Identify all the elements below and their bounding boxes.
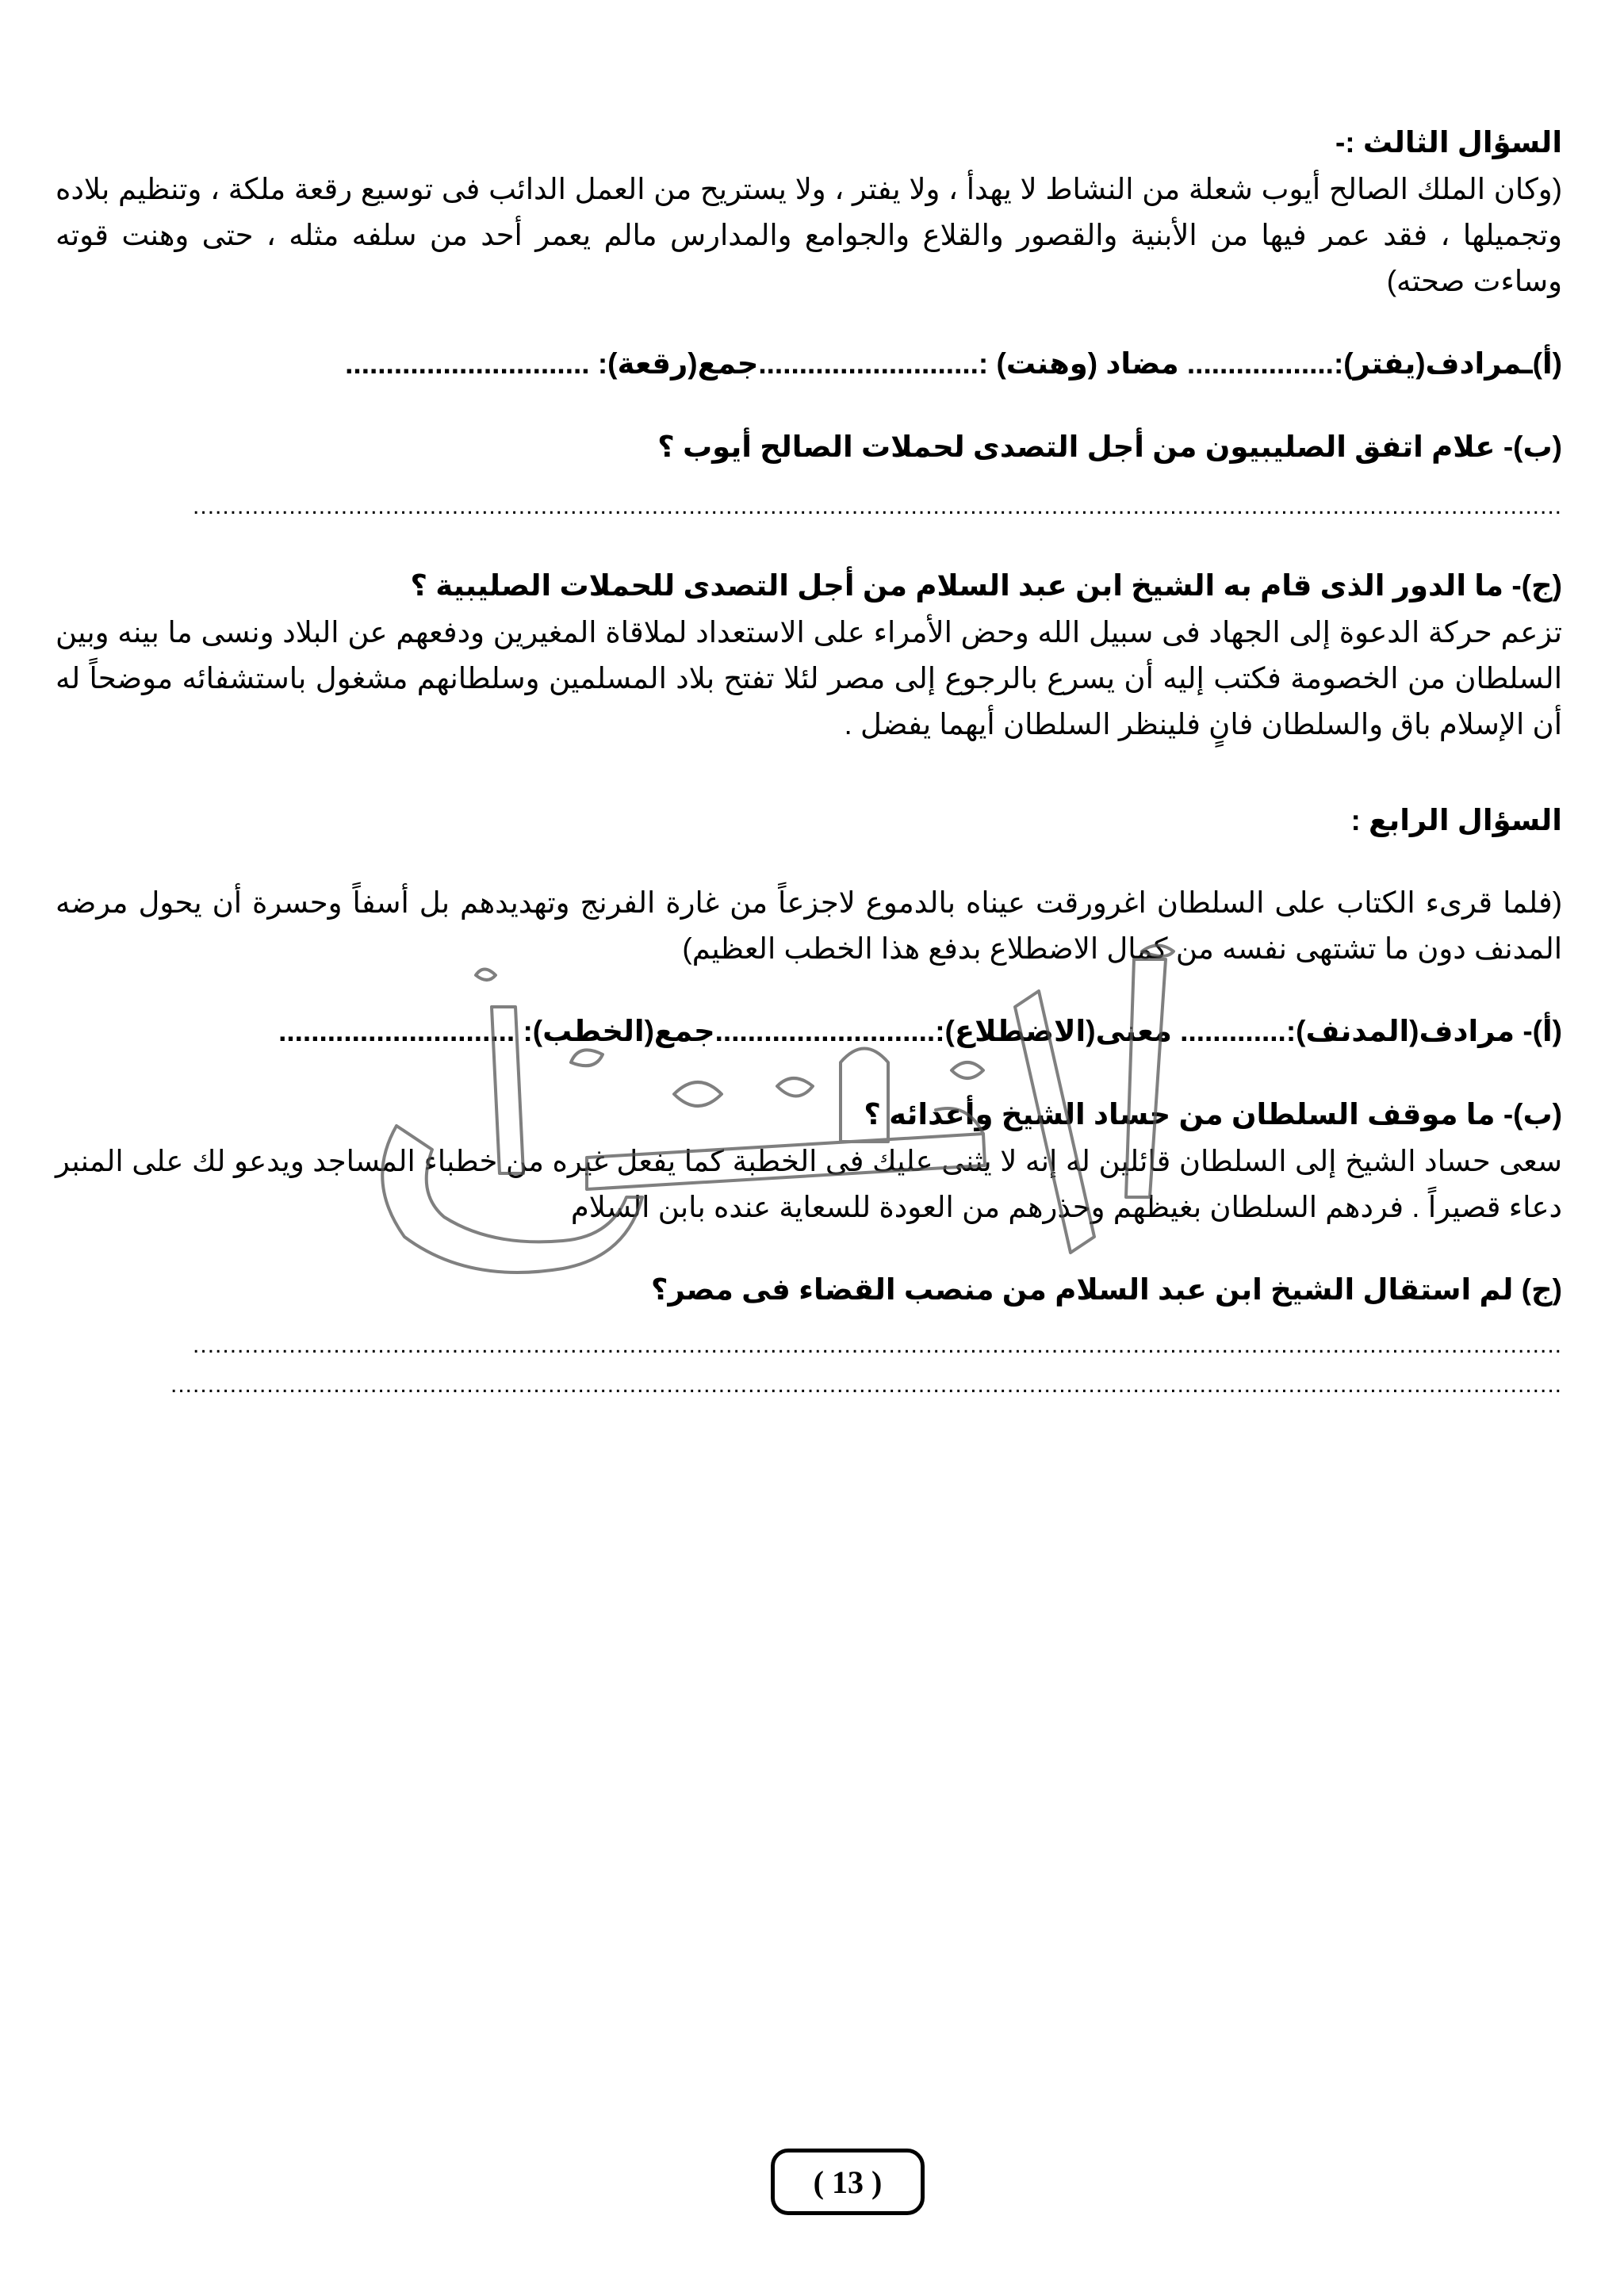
q4-part-c-answer-line-2: ............................................................................................................................................................................................ bbox=[170, 1372, 1562, 1398]
worksheet-page bbox=[56, 119, 1562, 1405]
q4-part-c-answer-line-1: ......................................................................................................................................................................................... bbox=[193, 1332, 1562, 1358]
q4-heading: السؤال الرابع : bbox=[1350, 804, 1562, 836]
q3-heading: السؤال الثالث :- bbox=[1335, 126, 1562, 159]
page-number: ( 13 ) bbox=[771, 2149, 925, 2215]
q3-part-a: (أ)ـمرادف(يفتر):.................. مضاد (وهنت) :...........................جمع(رقعة): .............................. bbox=[345, 347, 1562, 380]
q4-passage: (فلما قرىء الكتاب على السلطان اغرورقت عيناه بالدموع لاجزعاً من غارة الفرنج وتهديدهم بل أسفاً وحسرة أن يحول مرضه المدنف دون ما تشتهى نفسه من كمال الاضطلاع بدفع هذا الخطب العظيم) bbox=[56, 886, 1562, 965]
q3-passage: (وكان الملك الصالح أيوب شعلة من النشاط لا يهدأ ، ولا يفتر ، ولا يستريح من العمل الدائب فى توسيع رقعة ملكة ، وتنظيم بلاده وتجميلها ، فقد عمر فيها من الأبنية والقصور والقلاع والجوامع والمدارس مالم يعمر أحد من سلفه مثله ، حتى وهنت قوته وساءت صحته) bbox=[56, 173, 1562, 297]
q3-part-c: (ج)- ما الدور الذى قام به الشيخ ابن عبد السلام من أجل التصدى للحملات الصليبية ؟ bbox=[410, 569, 1562, 602]
q4-part-c: (ج) لم استقال الشيخ ابن عبد السلام من منصب القضاء فى مصر؟ bbox=[651, 1273, 1562, 1306]
q4-part-b: (ب)- ما موقف السلطان من حساد الشيخ وأعدائه ؟ bbox=[864, 1098, 1562, 1131]
q4-part-a: (أ)- مرادف(المدنف):............. معنى(الاضطلاع):...........................جمع(الخطب): ............................. bbox=[278, 1015, 1562, 1047]
q3-part-b: (ب)- علام اتفق الصليبيون من أجل التصدى لحملات الصالح أيوب ؟ bbox=[657, 430, 1562, 463]
q3-part-b-answer-line: ......................................................................................................................................................................................... bbox=[193, 493, 1562, 519]
q4-part-b-answer: سعى حساد الشيخ إلى السلطان قائلين له إنه لا يثنى عليك فى الخطبة كما يفعل غيره من خطباء المساجد ويدعو لك على المنبر دعاء قصيراً . فردهم السلطان بغيظهم وحذرهم من العودة للسعاية عنده بابن السلام bbox=[56, 1145, 1562, 1223]
q3-part-c-answer: تزعم حركة الدعوة إلى الجهاد فى سبيل الله وحض الأمراء على الاستعداد لملاقاة المغيرين ودفعهم عن البلاد ونسى ما بينه وبين السلطان من الخصومة فكتب إليه أن يسرع بالرجوع إلى مصر لئلا تفتح بلاد المسلمين وسلطانهم مشغول باستشفائه موضحاً له أن الإسلام باق والسلطان فانٍ فلينظر السلطان أيهما يفضل . bbox=[56, 616, 1562, 740]
